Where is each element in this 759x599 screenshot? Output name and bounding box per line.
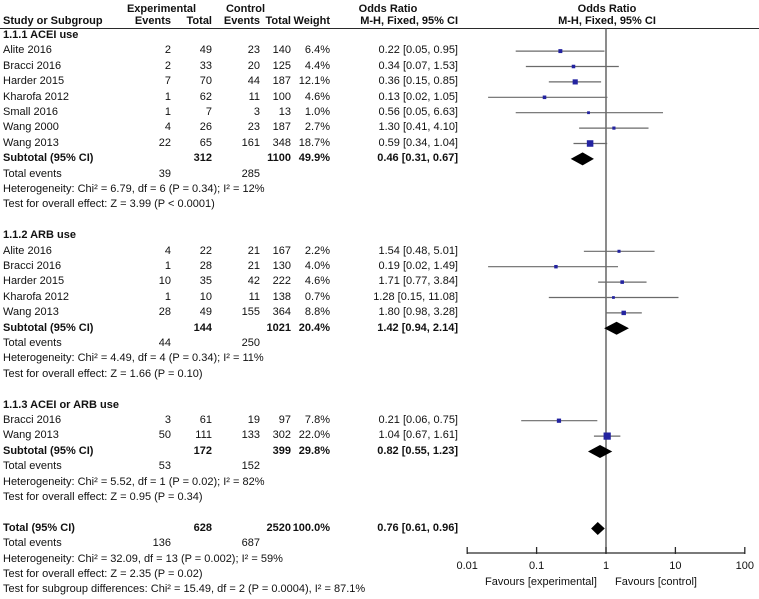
ci-text: 0.82 [0.55, 1.23] <box>377 444 458 457</box>
stats-text-row <box>0 475 759 490</box>
control-total: 130 <box>272 260 291 272</box>
total-events-row <box>0 459 759 474</box>
stats-text-row <box>0 582 759 597</box>
control-events: 3 <box>253 106 260 118</box>
header-method-table: M-H, Fixed, 95% CI <box>360 15 458 27</box>
control-events: 23 <box>247 44 260 57</box>
weight: 6.4% <box>304 44 330 57</box>
stats-text: Heterogeneity: Chi² = 4.49, df = 4 (P = 0.34); I² = 11% <box>3 352 264 365</box>
total-events-row <box>0 167 759 182</box>
experimental-total: 7 <box>205 106 212 118</box>
header-control-events: Events <box>223 15 260 27</box>
experimental-total: 49 <box>199 306 212 319</box>
control-events: 11 <box>248 290 260 303</box>
experimental-events: 1 <box>164 260 171 272</box>
experimental-total: 33 <box>199 59 212 72</box>
weight: 8.8% <box>304 306 330 319</box>
study-row <box>0 74 759 89</box>
experimental-total: 312 <box>193 152 212 165</box>
ci-text: 1.42 [0.94, 2.14] <box>377 321 458 334</box>
study-label: Bracci 2016 <box>3 260 62 272</box>
subtotal-row <box>0 151 759 166</box>
control-total: 97 <box>278 414 291 426</box>
ci-text: 0.21 [0.06, 0.75] <box>378 414 458 426</box>
stats-text-row <box>0 367 759 382</box>
experimental-total: 28 <box>199 260 212 272</box>
control-events: 19 <box>247 414 260 426</box>
stats-text-row <box>0 552 759 567</box>
stats-text: Test for overall effect: Z = 1.66 (P = 0.10) <box>3 367 203 380</box>
study-label: Alite 2016 <box>3 244 52 257</box>
experimental-total: 172 <box>193 444 212 457</box>
control-events: 155 <box>241 306 260 319</box>
study-row <box>0 43 759 58</box>
study-label: Wang 2000 <box>3 121 59 134</box>
experimental-events: 1 <box>164 290 171 303</box>
study-label: Wang 2013 <box>3 429 59 442</box>
weight: 1.0% <box>304 106 330 118</box>
study-label: Wang 2013 <box>3 136 59 149</box>
experimental-total: 62 <box>199 90 212 103</box>
axis-tick-label: 1 <box>602 560 610 572</box>
ci-text: 0.22 [0.05, 0.95] <box>378 44 458 57</box>
study-label: Harder 2015 <box>3 275 65 288</box>
subtotal-row <box>0 321 759 336</box>
stats-text: Test for overall effect: Z = 2.35 (P = 0.02) <box>3 568 203 580</box>
ci-text: 0.19 [0.02, 1.49] <box>378 260 458 272</box>
subtotal-row <box>0 444 759 459</box>
total-events-row <box>0 336 759 351</box>
stats-text-row <box>0 182 759 197</box>
control-events: 44 <box>247 75 260 88</box>
study-row <box>0 59 759 74</box>
ci-text: 1.80 [0.98, 3.28] <box>378 306 458 319</box>
weight: 20.4% <box>298 321 330 334</box>
experimental-total: 35 <box>199 275 212 288</box>
control-events: 687 <box>241 537 260 550</box>
weight: 29.8% <box>298 444 330 457</box>
study-row <box>0 136 759 151</box>
control-events: 133 <box>241 429 260 442</box>
header-experimental-events: Events <box>134 15 171 27</box>
experimental-total: 70 <box>199 75 212 88</box>
study-row <box>0 274 759 289</box>
weight: 2.7% <box>304 121 330 134</box>
weight: 49.9% <box>298 152 330 165</box>
stats-text: Heterogeneity: Chi² = 6.79, df = 6 (P = 0.34); I² = 12% <box>3 183 265 195</box>
experimental-total: 22 <box>199 244 212 257</box>
control-total: 100 <box>272 90 291 103</box>
experimental-events: 2 <box>164 59 171 72</box>
header-odds-ratio-table: Odds Ratio <box>358 3 418 15</box>
control-events: 20 <box>247 59 260 72</box>
total-events-label: Total events <box>3 537 62 550</box>
experimental-events: 3 <box>164 414 171 426</box>
total-row <box>0 521 759 536</box>
ci-text: 0.46 [0.31, 0.67] <box>377 152 458 165</box>
experimental-events: 4 <box>164 121 171 134</box>
pooled-label: Subtotal (95% CI) <box>3 152 94 165</box>
header-weight: Weight <box>293 15 330 27</box>
favours-left-label: Favours [experimental] <box>485 576 597 588</box>
control-events: 11 <box>248 90 260 103</box>
control-events: 21 <box>247 260 260 272</box>
experimental-events: 44 <box>158 337 171 349</box>
study-row <box>0 90 759 105</box>
study-label: Wang 2013 <box>3 306 59 319</box>
study-label: Small 2016 <box>3 106 59 118</box>
study-row <box>0 290 759 305</box>
weight: 2.2% <box>304 244 330 257</box>
control-events: 23 <box>247 121 260 134</box>
weight: 100.0% <box>292 521 330 534</box>
experimental-events: 50 <box>158 429 171 442</box>
experimental-events: 4 <box>164 244 171 257</box>
experimental-total: 49 <box>199 44 212 57</box>
study-label: Harder 2015 <box>3 75 65 88</box>
axis-tick-label: 0.1 <box>528 560 545 572</box>
control-total: 222 <box>272 275 291 288</box>
study-row <box>0 244 759 259</box>
control-total: 125 <box>272 59 291 72</box>
header-method-plot: M-H, Fixed, 95% CI <box>558 15 656 27</box>
stats-text: Heterogeneity: Chi² = 5.52, df = 1 (P = 0.02); I² = 82% <box>3 475 265 488</box>
control-total: 2520 <box>266 521 291 534</box>
study-label: Kharofa 2012 <box>3 290 70 303</box>
subgroup-title: 1.1.3 ACEI or ARB use <box>3 398 119 411</box>
control-events: 250 <box>241 337 260 349</box>
study-row <box>0 259 759 274</box>
control-total: 302 <box>272 429 291 442</box>
ci-text: 0.36 [0.15, 0.85] <box>378 75 458 88</box>
study-row <box>0 413 759 428</box>
study-label: Kharofa 2012 <box>3 90 70 103</box>
header-control-group: Control <box>225 3 266 15</box>
pooled-label: Total (95% CI) <box>3 521 75 534</box>
experimental-events: 136 <box>152 537 171 550</box>
stats-text: Test for overall effect: Z = 3.99 (P < 0.0001) <box>3 198 215 211</box>
header-experimental-total: Total <box>186 15 212 27</box>
axis-tick-label: 10 <box>669 560 682 572</box>
control-events: 21 <box>247 244 260 257</box>
experimental-total: 628 <box>193 521 212 534</box>
ci-text: 1.30 [0.41, 4.10] <box>378 121 458 134</box>
control-events: 42 <box>247 275 260 288</box>
experimental-total: 26 <box>199 121 212 134</box>
weight: 4.4% <box>304 59 330 72</box>
ci-text: 0.59 [0.34, 1.04] <box>378 136 458 149</box>
weight: 4.6% <box>304 275 330 288</box>
experimental-events: 39 <box>158 167 171 180</box>
control-total: 13 <box>278 106 291 118</box>
study-label: Bracci 2016 <box>3 414 62 426</box>
study-label: Alite 2016 <box>3 44 52 57</box>
subgroup-title-row <box>0 398 759 413</box>
axis-tick-label: 0.01 <box>456 560 478 572</box>
stats-text: Heterogeneity: Chi² = 32.09, df = 13 (P = 0.002); I² = 59% <box>3 552 283 565</box>
total-events-label: Total events <box>3 167 62 180</box>
weight: 12.1% <box>298 75 330 88</box>
experimental-total: 144 <box>193 321 212 334</box>
weight: 0.7% <box>304 290 330 303</box>
weight: 4.6% <box>304 90 330 103</box>
experimental-total: 65 <box>199 136 212 149</box>
weight: 22.0% <box>298 429 330 442</box>
control-events: 285 <box>241 167 260 180</box>
pooled-label: Subtotal (95% CI) <box>3 444 94 457</box>
experimental-events: 28 <box>158 306 171 319</box>
subgroup-title-row <box>0 28 759 43</box>
control-total: 364 <box>272 306 291 319</box>
control-events: 161 <box>241 136 260 149</box>
control-total: 1100 <box>267 152 291 165</box>
control-total: 187 <box>272 121 291 134</box>
stats-text: Test for subgroup differences: Chi² = 15.49, df = 2 (P = 0.0004), I² = 87.1% <box>3 583 366 596</box>
stats-text-row <box>0 567 759 582</box>
subgroup-title: 1.1.1 ACEI use <box>3 29 79 41</box>
total-events-label: Total events <box>3 337 62 349</box>
total-events-row <box>0 536 759 551</box>
experimental-events: 10 <box>158 275 171 288</box>
experimental-total: 61 <box>199 414 212 426</box>
control-total: 399 <box>272 444 291 457</box>
study-row <box>0 105 759 120</box>
control-total: 1021 <box>266 321 291 334</box>
total-events-label: Total events <box>3 460 62 473</box>
experimental-events: 1 <box>164 106 171 118</box>
experimental-total: 10 <box>199 290 212 303</box>
experimental-events: 2 <box>164 44 171 57</box>
ci-text: 1.04 [0.67, 1.61] <box>378 429 458 442</box>
study-row <box>0 120 759 135</box>
ci-text: 1.54 [0.48, 5.01] <box>378 244 458 257</box>
pooled-label: Subtotal (95% CI) <box>3 321 94 334</box>
control-total: 187 <box>272 75 291 88</box>
study-label: Bracci 2016 <box>3 59 62 72</box>
stats-text: Test for overall effect: Z = 0.95 (P = 0.34) <box>3 491 203 503</box>
header-study-or-subgroup: Study or Subgroup <box>3 15 103 27</box>
subgroup-title-row <box>0 228 759 243</box>
weight: 18.7% <box>298 136 330 149</box>
experimental-events: 1 <box>164 90 171 103</box>
experimental-events: 7 <box>164 75 171 88</box>
stats-text-row <box>0 351 759 366</box>
ci-text: 0.76 [0.61, 0.96] <box>377 521 458 534</box>
control-total: 140 <box>272 44 291 57</box>
subgroup-title: 1.1.2 ARB use <box>3 229 76 242</box>
stats-text-row <box>0 197 759 212</box>
ci-text: 0.13 [0.02, 1.05] <box>378 90 458 103</box>
experimental-total: 111 <box>195 429 212 442</box>
ci-text: 0.34 [0.07, 1.53] <box>378 59 458 72</box>
weight: 4.0% <box>304 260 330 272</box>
axis-tick-label: 100 <box>735 560 754 572</box>
control-events: 152 <box>241 460 260 473</box>
control-total: 138 <box>272 290 291 303</box>
control-total: 348 <box>272 136 291 149</box>
weight: 7.8% <box>304 414 330 426</box>
study-row <box>0 428 759 443</box>
header-odds-ratio-plot: Odds Ratio <box>577 3 637 15</box>
stats-text-row <box>0 490 759 505</box>
header-experimental-group: Experimental <box>126 3 197 15</box>
experimental-events: 22 <box>158 136 171 149</box>
experimental-events: 53 <box>158 460 171 473</box>
study-row <box>0 305 759 320</box>
ci-text: 1.71 [0.77, 3.84] <box>378 275 458 288</box>
ci-text: 1.28 [0.15, 11.08] <box>373 290 458 303</box>
header-control-total: Total <box>265 15 291 27</box>
ci-text: 0.56 [0.05, 6.63] <box>378 106 458 118</box>
favours-right-label: Favours [control] <box>615 576 697 588</box>
control-total: 167 <box>272 244 291 257</box>
